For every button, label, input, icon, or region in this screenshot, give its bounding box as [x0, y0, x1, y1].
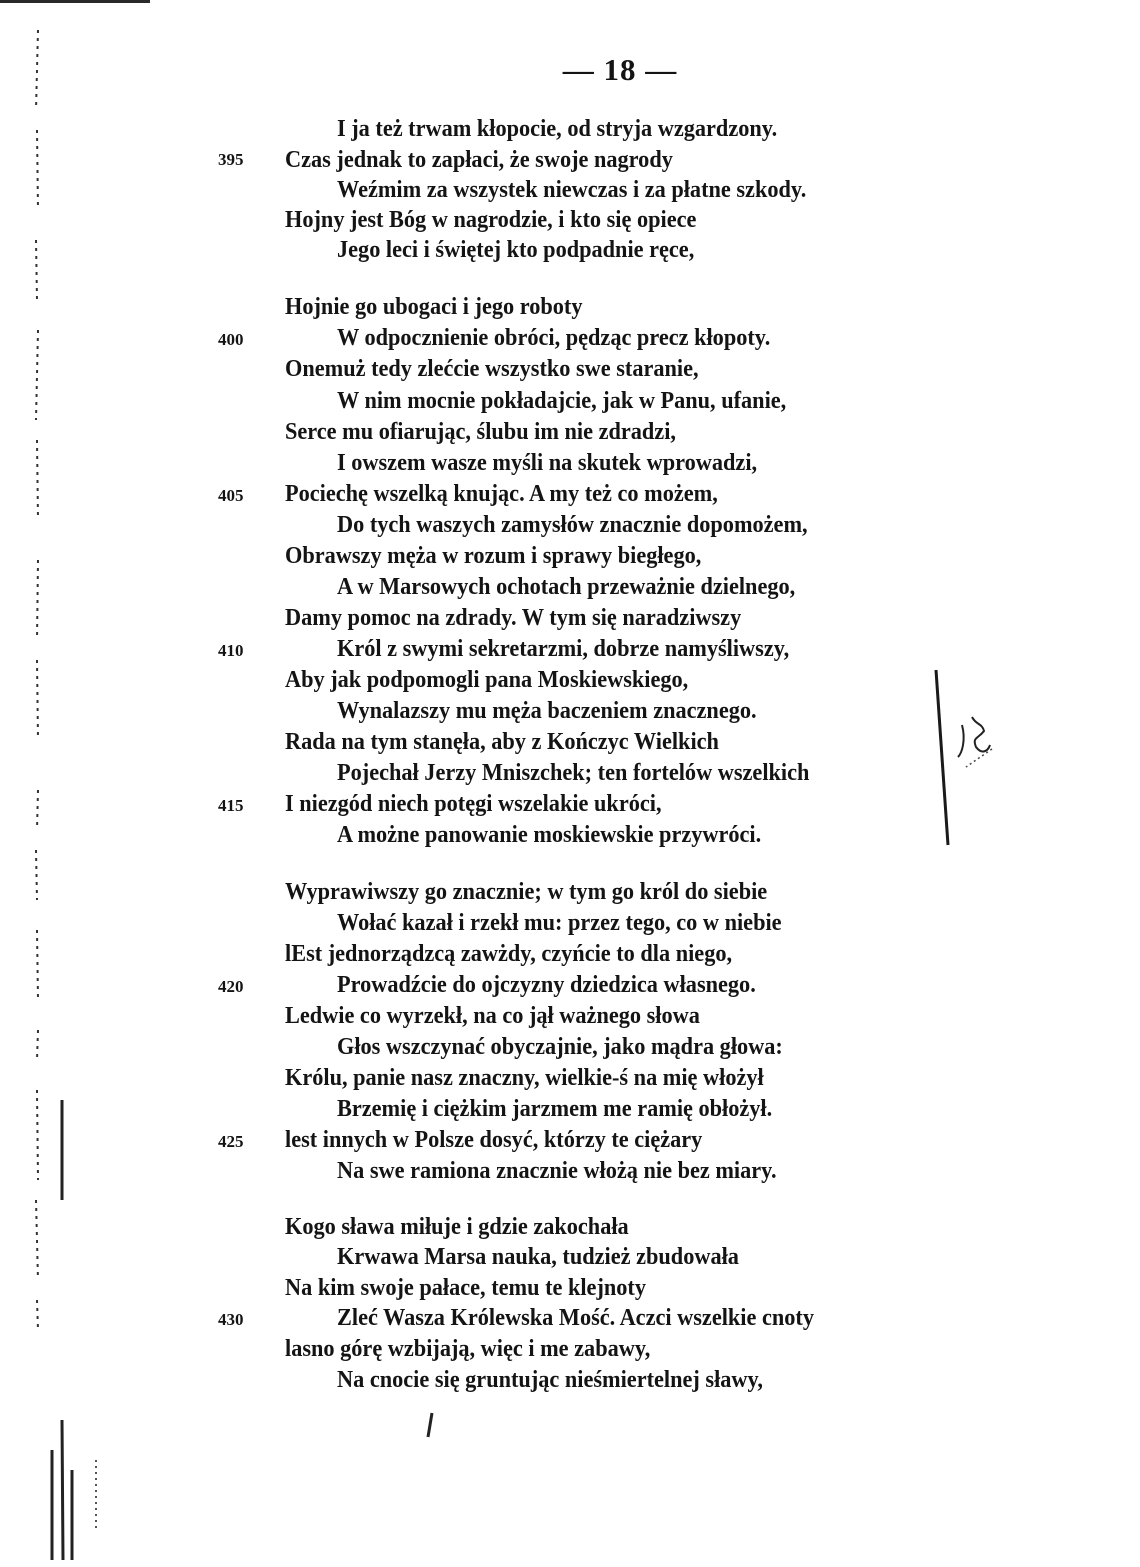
verse-line: lEst jednorządzcą zawżdy, czyńcie to dla niego, — [285, 940, 733, 967]
verse-line: Onemuż tedy zlećcie wszystko swe staranie, — [285, 355, 699, 382]
verse-line: Wyprawiwszy go znacznie; w tym go król do siebie — [285, 878, 768, 905]
verse-line: Damy pomoc na zdrady. W tym się naradziwszy — [285, 604, 742, 631]
verse-line: A możne panowanie moskiewskie przywróci. — [337, 821, 762, 848]
verse-line: Hojnie go ubogaci i jego roboty — [285, 293, 583, 320]
verse-line: Do tych waszych zamysłów znacznie dopomożem, — [337, 511, 808, 538]
verse-line: Król z swymi sekretarzmi, dobrze namyśliwszy, — [337, 635, 790, 662]
page-number: — 18 — — [562, 52, 678, 87]
verse-line: Głos wszczynać obyczajnie, jako mądra głowa: — [337, 1033, 783, 1060]
verse-line: Na cnocie się gruntując nieśmiertelnej sławy, — [337, 1366, 764, 1393]
ink-speck — [420, 1410, 440, 1440]
verse-line: Na kim swoje pałace, temu te klejnoty — [285, 1274, 646, 1301]
verse-line: Kogo sława miłuje i gdzie zakochała — [285, 1213, 629, 1240]
verse-line: Rada na tym stanęła, aby z Kończyc Wielkich — [285, 728, 719, 755]
verse-line: Czas jednak to zapłaci, że swoje nagrody — [285, 146, 673, 173]
verse-line: lasno górę wzbijają, więc i me zabawy, — [285, 1335, 651, 1362]
verse-line: I ja też trwam kłopocie, od stryja wzgardzony. — [337, 115, 778, 142]
line-number: 400 — [218, 330, 244, 349]
line-number: 395 — [218, 150, 244, 169]
verse-line: Obrawszy męża w rozum i sprawy biegłego, — [285, 542, 702, 569]
line-number: 430 — [218, 1310, 244, 1329]
verse-line: I niezgód niech potęgi wszelakie ukróci, — [285, 790, 662, 817]
verse-line: Zleć Wasza Królewska Mość. Aczci wszelkie cnoty — [337, 1304, 814, 1331]
line-number: 405 — [218, 486, 244, 505]
verse-line: Krwawa Marsa nauka, tudzież zbudowała — [337, 1243, 739, 1270]
verse-line: Weźmim za wszystek niewczas i za płatne szkody. — [337, 176, 807, 203]
verse-line: W odpocznienie obróci, pędząc precz kłopoty. — [337, 324, 771, 351]
verse-line: Aby jak podpomogli pana Moskiewskiego, — [285, 666, 689, 693]
verse-line: Hojny jest Bóg w nagrodzie, i kto się opiece — [285, 206, 697, 233]
verse-line: Jego leci i świętej kto podpadnie ręce, — [337, 236, 695, 263]
line-number: 410 — [218, 641, 244, 660]
verse-line: Ledwie co wyrzekł, na co jął ważnego słowa — [285, 1002, 700, 1029]
margin-annotation-mark — [932, 665, 1022, 850]
verse-line: Brzemię i ciężkim jarzmem me ramię obłożył. — [337, 1095, 773, 1122]
verse-line: Pojechał Jerzy Mniszchek; ten fortelów wszelkich — [337, 759, 810, 786]
line-number: 420 — [218, 977, 244, 996]
verse-line: Wynalazszy mu męża baczeniem znacznego. — [337, 697, 757, 724]
verse-line: Serce mu ofiarując, ślubu im nie zdradzi, — [285, 418, 676, 445]
verse-line: A w Marsowych ochotach przeważnie dzielnego, — [337, 573, 796, 600]
verse-line: Na swe ramiona znacznie włożą nie bez miary. — [337, 1157, 777, 1184]
verse-line: lest innych w Polsze dosyć, którzy te ciężary — [285, 1126, 703, 1153]
line-number: 425 — [218, 1132, 244, 1151]
line-number: 415 — [218, 796, 244, 815]
verse-line: I owszem wasze myśli na skutek wprowadzi, — [337, 449, 758, 476]
verse-line: Prowadźcie do ojczyzny dziedzica własnego. — [337, 971, 756, 998]
binding-edge-marks — [0, 0, 110, 1567]
verse-line: Wołać kazał i rzekł mu: przez tego, co w niebie — [337, 909, 782, 936]
verse-line: Pociechę wszelką knując. A my też co możem, — [285, 480, 718, 507]
verse-line: Królu, panie nasz znaczny, wielkie-ś na mię włożył — [285, 1064, 764, 1091]
verse-line: W nim mocnie pokładajcie, jak w Panu, ufanie, — [337, 387, 787, 414]
